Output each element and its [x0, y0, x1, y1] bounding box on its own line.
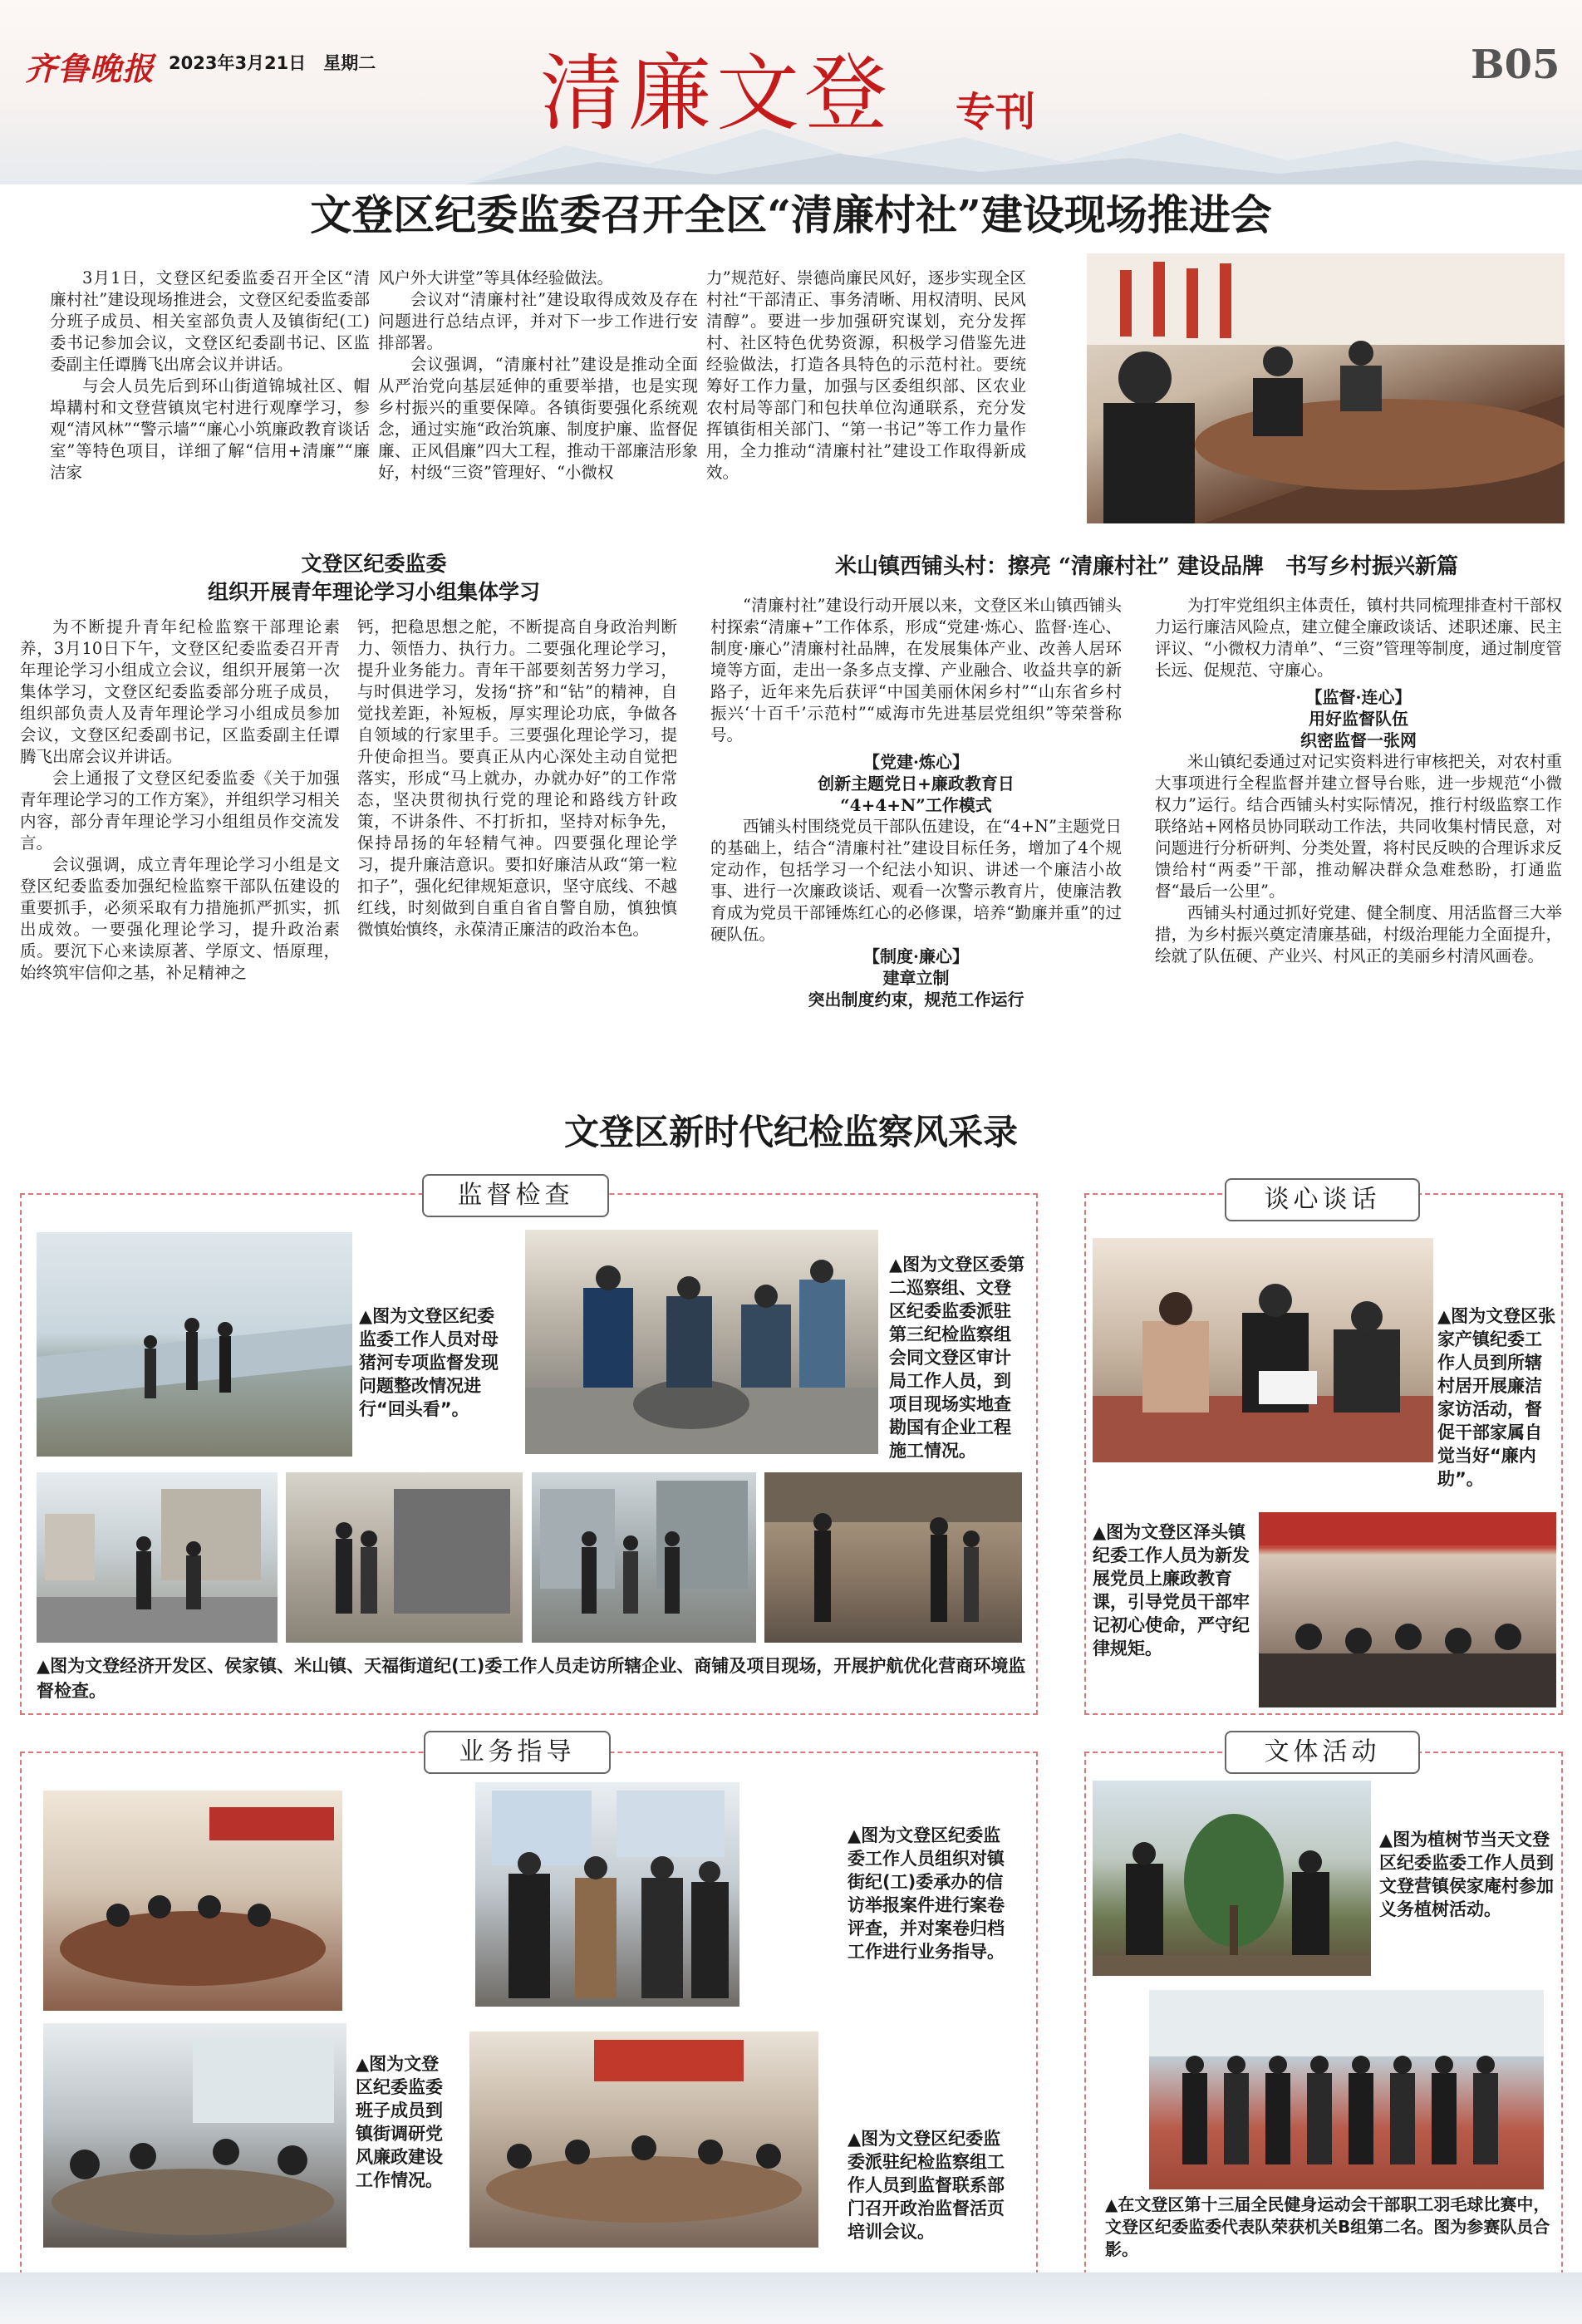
photo-river-inspection — [37, 1232, 352, 1457]
photo-case-review — [475, 1782, 739, 2007]
caption-training-meeting: ▲图为文登区纪委监委派驻纪检监察组工作人员到监督联系部门召开政治监督活页培训会议。 — [848, 2129, 1005, 2242]
photo-enterprise-visit-1 — [37, 1472, 278, 1643]
section-tag-activity: 文体活动 — [1225, 1731, 1420, 1774]
page-number: B05 — [1471, 42, 1560, 88]
photo-badminton-team — [1149, 1990, 1544, 2189]
photo-enterprise-visit-2 — [286, 1472, 523, 1643]
photo-river-inspection-illustration — [37, 1232, 352, 1457]
photo-enterprise-visit-1-illustration — [37, 1472, 278, 1643]
article1-column-3: 力”规范好、崇德尚廉民风好，逐步实现全区村社“干部清正、事务清晰、用权清明、民风清醇”。要进一步加强研究谋划，充分发挥村、社区特色优势资源，积极学习借鉴先进经验做法，打造各具特色的示范村社。要统筹好工作力量，加强与区委组织部、区农业农村局等部门和包扶单位沟通联系，充分发挥镇街相关部门、“第一书记”等工作力量作用，全力推动“清廉村社”建设工作取得新成效。 — [706, 268, 1026, 482]
photo-enterprise-visit-2-illustration — [286, 1472, 523, 1643]
photo-research-visit-illustration — [43, 2023, 346, 2248]
photo-case-review-illustration — [475, 1782, 739, 2007]
caption-research-visit: ▲图为文登区纪委监委班子成员到镇街调研党风廉政建设工作情况。 — [356, 2054, 443, 2190]
special-edition-subtitle: 专刊 — [956, 89, 1036, 135]
photo-enterprise-visit-3 — [532, 1472, 756, 1643]
newspaper-logo: 齐鲁晚报 — [25, 50, 155, 87]
caption-home-visit: ▲图为文登区张家产镇纪委工作人员到所辖村居开展廉洁家访活动，督促干部家属自觉当好“廉内助”。 — [1437, 1306, 1556, 1489]
caption-project-site: ▲图为文登区委第二巡察组、文登区纪委监委派驻第三纪检监察组会同文登区审计局工作人员，到项目现场实地查勘国有企业工程施工情况。 — [889, 1255, 1025, 1461]
article2-column-1: 为不断提升青年纪检监察干部理论素养，3月10日下午，文登区纪委监委召开青年理论学习小组成立会议，组织开展第一次集体学习，文登区纪委监委部分班子成员，组织部负责人及青年理论学习小组成员参加会议，文登区纪委副书记，区监委副主任谭腾飞出席会议并讲话。 会上通报了文登区纪委监委《关于加强青年理论学习的工作方案》，并组织学习相关内容，部分青年理论学习小组组员作交流发言。 会议强调，成立青年理论学习小组是文登区纪委监委加强纪检监察干部队伍建设的重要抓手，必须采取有力措施抓严抓实，抓出成效。一要强化理论学习，提升政治素质。要沉下心来读原著、学原文、悟原理，始终筑牢信仰之基，补足精神之 — [20, 617, 340, 982]
section-tag-supervision: 监督检查 — [422, 1174, 609, 1217]
photo-enterprise-visit-3-illustration — [532, 1472, 756, 1643]
article1-column-1: 3月1日，文登区纪委监委召开全区“清廉村社”建设现场推进会，文登区纪委监委部分班子成员、相关室部负责人及镇街纪(工)委书记参加会议，文登区纪委副书记、区监委副主任谭腾飞出席会议并讲话。 与会人员先后到环山街道锦城社区、帽埠耩村和文登营镇岚宅村进行观摩学习，参观“清风林”“警示墙”“廉心小筑廉政教育谈话室”等特色项目，详细了解“信用+清廉”“廉洁家 — [50, 268, 370, 482]
article3-column-2: 为打牢党组织主体责任，镇村共同梳理排查村干部权力运行廉洁风险点，建立健全廉政谈话、述职述廉、民主评议、“小微权力清单”、“三资”管理等制度，通过制度管长远、促规范、守廉心。 【监督·连心】 用好监督队伍 织密监督一张网 米山镇纪委通过对记实资料进行审核把关，对农村重大事项进行全程监督并建立督导台账，进一步规范“小微权力”运行。结合西铺头村实际情况，推行村级监察工作联络站+网格员协同联动工作法，共同收集村情民意，对问题进行分析研判、分类处置，将村民反映的合理诉求反馈给村“两委”干部，推动解决群众急难愁盼，打通监督“最后一公里”。 西铺头村通过抓好党建、健全制度、用活监督三大举措，为乡村振兴奠定清廉基础，村级治理能力全面提升，绘就了队伍硬、产业兴、村风正的美丽乡村清风画卷。 — [1155, 596, 1562, 965]
photo-project-site — [525, 1230, 878, 1454]
caption-party-lesson: ▲图为文登区泽头镇纪委工作人员为新发展党员上廉政教育课，引导党员干部牢记初心使命，严守纪律规矩。 — [1093, 1522, 1250, 1658]
meeting-photo-illustration — [1087, 253, 1565, 523]
photo-home-visit-illustration — [1093, 1238, 1433, 1462]
meeting-photo — [1087, 253, 1565, 523]
article2-column-2: 钙，把稳思想之舵，不断提高自身政治判断力、领悟力、执行力。二要强化理论学习，提升业务能力。青年干部要刻苦努力学习，与时俱进学习，发扬“挤”和“钻”的精神，自觉找差距，补短板，厚实理论功底，争做各自领域的行家里手。三要强化理论学习，提升使命担当。要真正从内心深处主动自觉把落实，形成“马上就办，办就办好”的工作常态，坚决贯彻执行党的理论和路线方针政策，不讲条件、不打折扣，坚持对标争先，保持昂扬的年轻精气神。四要强化理论学习，提升廉洁意识。要扣好廉洁从政“第一粒扣子”，强化纪律规矩意识，坚守底线、不越红线，时刻做到自重自省自警自励，慎独慎微慎始慎终，永葆清正廉洁的政治本色。 — [357, 617, 677, 939]
photo-training-meeting-illustration — [469, 2032, 818, 2248]
photo-project-site-illustration — [525, 1230, 878, 1454]
special-edition-title: 清廉文登 — [540, 45, 892, 142]
photo-party-lesson — [1259, 1512, 1556, 1707]
caption-enterprise-visits: ▲图为文登经济开发区、侯家镇、米山镇、天福街道纪(工)委工作人员走访所辖企业、商铺及项目现场，开展护航优化营商环境监督检查。 — [37, 1656, 1026, 1701]
photo-training-meeting — [469, 2032, 818, 2248]
caption-river-inspection: ▲图为文登区纪委监委工作人员对母猪河专项监督发现问题整改情况进行“回头看”。 — [359, 1306, 499, 1419]
section-tag-guidance: 业务指导 — [424, 1731, 611, 1774]
feature-headline: 文登区新时代纪检监察风采录 — [563, 1112, 1018, 1152]
photo-enterprise-visit-4 — [764, 1472, 1022, 1643]
caption-tree-planting: ▲图为植树节当天文登区纪委监委工作人员到文登营镇侯家庵村参加义务植树活动。 — [1379, 1830, 1554, 1919]
section-tag-talk: 谈心谈话 — [1225, 1178, 1420, 1221]
article1-column-2: 风户外大讲堂”等具体经验做法。 会议对“清廉村社”建设取得成效及存在问题进行总结点评，并对下一步工作进行安排部署。 会议强调，“清廉村社”建设是推动全面从严治党向基层延伸的重要举措，也是实现乡村振兴的重要保障。各镇街要强化系统观念，通过实施“政治筑廉、制度护廉、监督促廉、正风倡廉”四大工程，推动干部廉洁形象好，村级“三资”管理好、“小微权 — [378, 268, 698, 482]
article3-subhead-system: 【制度·廉心】 建章立制 突出制度约束，规范工作运行 — [808, 946, 1024, 1010]
article1-headline: 文登区纪委监委召开全区“清廉村社”建设现场推进会 — [310, 190, 1272, 239]
photo-badminton-team-illustration — [1149, 1990, 1544, 2189]
caption-badminton-team: ▲在文登区第十三届全民健身运动会干部职工羽毛球比赛中，文登区纪委监委代表队荣获机关B组第二名。图为参赛队员合影。 — [1105, 2194, 1550, 2259]
photo-tree-planting — [1093, 1781, 1371, 1976]
photo-party-lesson-illustration — [1259, 1512, 1556, 1707]
photo-home-visit — [1093, 1238, 1433, 1462]
article3-headline: 米山镇西铺头村：擦亮 “清廉村社” 建设品牌 书写乡村振兴新篇 — [834, 554, 1458, 579]
article3-column-1: “清廉村社”建设行动开展以来，文登区米山镇西铺头村探索“清廉+”工作体系，形成“党建·炼心、监督·连心、制度·廉心”清廉村社品牌，在发展集体产业、改善人居环境等方面，走出一条多点支撑、产业融合、收益共享的新路子，近年来先后获评“中国美丽休闲乡村”“山东省乡村振兴‘十百千’示范村”“威海市先进基层党组织”等荣誉称号。 【党建·炼心】 创新主题党日+廉政教育日 “4+4+N”工作模式 西铺头村围绕党员干部队伍建设，在“4+N”主题党日的基础上，结合“清廉村社”建设目标任务，增加了4个规定动作，包括学习一个纪法小知识、讲述一个廉洁小故事、进行一次廉政谈话、观看一次警示教育片，使廉洁教育成为党员干部锤炼红心的必修课，培养“勤廉并重”的过硬队伍。 【制度·廉心】 建章立制 突出制度约束，规范工作运行 — [710, 596, 1122, 1010]
photo-research-visit — [43, 2023, 346, 2248]
article2-title: 文登区纪委监委 组织开展青年理论学习小组集体学习 — [207, 552, 540, 604]
issue-date: 2023年3月21日 星期二 — [169, 53, 376, 73]
photo-conference-room — [43, 1791, 342, 2011]
photo-conference-room-illustration — [43, 1791, 342, 2011]
photo-tree-planting-illustration — [1093, 1781, 1371, 1976]
article3-subhead-party: 【党建·炼心】 创新主题党日+廉政教育日 “4+4+N”工作模式 — [818, 752, 1015, 815]
article3-subhead-supervision: 【监督·连心】 用好监督队伍 织密监督一张网 — [1300, 687, 1417, 750]
photo-enterprise-visit-4-illustration — [764, 1472, 1022, 1643]
caption-case-review: ▲图为文登区纪委监委工作人员组织对镇街纪(工)委承办的信访举报案件进行案卷评查，并对案卷归档工作进行业务指导。 — [848, 1825, 1005, 1962]
footer-decoration — [0, 2272, 1582, 2324]
